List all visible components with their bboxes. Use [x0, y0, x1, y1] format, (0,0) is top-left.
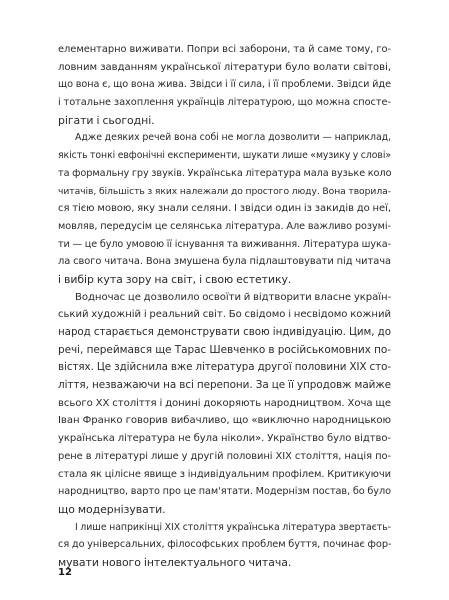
text-line: ліття, незважаючи на всі перепони. За це її упродовж майже	[58, 379, 391, 392]
text-line: елементарно виживати. Попри всі заборони, та й саме тому, го-	[58, 44, 391, 55]
text-line: всього XX століття і донині докоряють народництвом. Хоча ще	[58, 397, 391, 409]
text-line: вістях. Це здійснила вже література другої половини XIX сто-	[58, 361, 391, 374]
text-line: Іван Франко говорив вибачливо, що «виключно народницькою	[58, 415, 391, 427]
body-text	[58, 41, 391, 572]
text-line: якість тонкі евфонічні експерименти, шукати лише «музику у слові»	[58, 150, 391, 162]
text-line: народ старається демонструвати свою індивідуацію. Цим, до	[58, 326, 391, 338]
text-line: мувати нового інтелектуального читача.	[58, 555, 292, 569]
text-line: ти — це було умовою її існування та виживання. Література шука-	[58, 238, 391, 250]
text-line: мовляв, передусім це селянська література. Але важливо розумі-	[58, 220, 391, 232]
text-line: українська література не була ніколи». Українство було відтво-	[58, 433, 391, 445]
text-line: рене в літературі лише у другій половині XIX століття, нація по-	[58, 450, 391, 462]
paragraph-4	[58, 519, 391, 572]
text-line: ся тією мовою, яку знали селяни. І звідси один із закидів до неї,	[58, 203, 391, 215]
text-line: Адже деяких речей вона собі не могла дозволити — наприклад,	[75, 132, 391, 144]
text-line: і вибір кута зору на світ, і свою естетику.	[58, 272, 292, 286]
text-line: читачів, більшість з яких належали до простого люду. Вона творила-	[58, 185, 391, 197]
text-line: і тотальне захоплення українців літературою, що можна спосте-	[58, 97, 391, 109]
paragraph-2	[58, 129, 391, 288]
text-line: ловним завданням української літератури було волати світові,	[58, 61, 391, 73]
text-line: ся до універсальних, філософських проблем буття, починає фор-	[58, 539, 392, 551]
paragraph-3	[58, 289, 391, 519]
text-line: Водночас це дозволило освоїти й відтворити власне україн-	[75, 291, 392, 303]
text-line: що вона є, що вона жива. Звідси і її сила, і її проблеми. Звідси йде	[58, 79, 391, 91]
text-line: народництво, варто про це пам'ятати. Модернізм постав, бо було	[58, 486, 391, 498]
text-line: ла свого читача. Вона змушена була підлаштовувати під читача	[58, 256, 391, 268]
text-line: та формальну гру звуків. Українська література мала вузьке коло	[58, 167, 392, 179]
text-line: рігати і сьогодні.	[58, 113, 155, 127]
text-line: що модернізувати.	[58, 502, 166, 516]
paragraph-1	[58, 41, 391, 129]
text-line: речі, переймався ще Тарас Шевченко в російськомовних по-	[58, 343, 391, 356]
text-line: І лише наприкінці XIX століття українська література звертаєть-	[75, 521, 391, 533]
page-number: 12	[58, 567, 72, 578]
text-line: ський художній і реальний світ. Бо свідомо і несвідомо кожний	[58, 309, 391, 321]
text-line: стала як цілісне явище з індивідуальним профілем. Критикуючи	[58, 468, 391, 480]
